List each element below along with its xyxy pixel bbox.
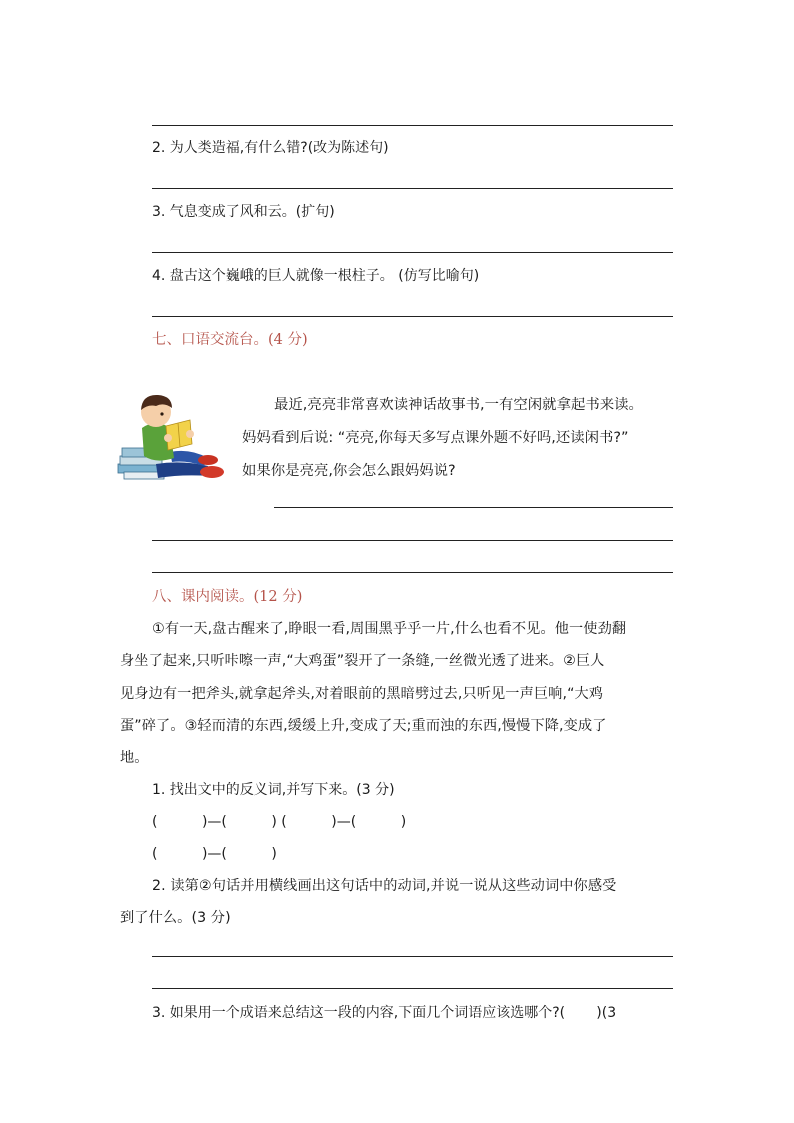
answer-line[interactable] <box>152 540 673 541</box>
question-2: 2. 为人类造福,有什么错?(改为陈述句) <box>152 140 389 156</box>
answer-line[interactable] <box>152 988 673 989</box>
answer-line[interactable] <box>152 125 673 126</box>
answer-line[interactable] <box>152 956 673 957</box>
answer-line[interactable] <box>152 572 673 573</box>
passage-line: 身坐了起来,只听咔嚓一声,“大鸡蛋”裂开了一条缝,一丝微光透了进来。②巨人 <box>120 653 605 669</box>
answer-line[interactable] <box>274 507 673 508</box>
passage-line: ①有一天,盘古醒来了,睁眼一看,周围黑乎乎一片,什么也看不见。他一使劲翻 <box>152 621 627 637</box>
dialog-line-1: 最近,亮亮非常喜欢读神话故事书,一有空闲就拿起书来读。 <box>274 397 643 413</box>
antonym-blanks-2[interactable]: ( )—( ) <box>152 846 277 862</box>
reading-question-2-line-2: 到了什么。(3 分) <box>120 910 231 926</box>
reading-question-3: 3. 如果用一个成语来总结这一段的内容,下面几个词语应该选哪个?( )(3 <box>152 1005 617 1021</box>
section-8-title: 八、课内阅读。(12 分) <box>152 589 303 605</box>
question-3: 3. 气息变成了风和云。(扩句) <box>152 204 335 220</box>
answer-line[interactable] <box>152 188 673 189</box>
passage-line: 地。 <box>120 750 149 766</box>
answer-line[interactable] <box>152 252 673 253</box>
question-4: 4. 盘古这个巍峨的巨人就像一根柱子。 (仿写比喻句) <box>152 268 480 284</box>
dialog-line-2: 妈妈看到后说: “亮亮,你每天多写点课外题不好吗,还读闲书?” <box>242 430 629 446</box>
reading-question-1: 1. 找出文中的反义词,并写下来。(3 分) <box>152 782 395 798</box>
boy-reading-illustration <box>112 388 236 492</box>
dialog-line-3: 如果你是亮亮,你会怎么跟妈妈说? <box>242 463 456 479</box>
section-7-title: 七、口语交流台。(4 分) <box>152 332 308 348</box>
reading-question-2-line-1: 2. 读第②句话并用横线画出这句话中的动词,并说一说从这些动词中你感受 <box>152 878 617 894</box>
passage-line: 见身边有一把斧头,就拿起斧头,对着眼前的黑暗劈过去,只听见一声巨响,“大鸡 <box>120 686 604 702</box>
antonym-blanks-1[interactable]: ( )—( ) ( )—( ) <box>152 814 407 830</box>
passage-line: 蛋”碎了。③轻而清的东西,缓缓上升,变成了天;重而浊的东西,慢慢下降,变成了 <box>120 718 607 734</box>
answer-line[interactable] <box>152 316 673 317</box>
